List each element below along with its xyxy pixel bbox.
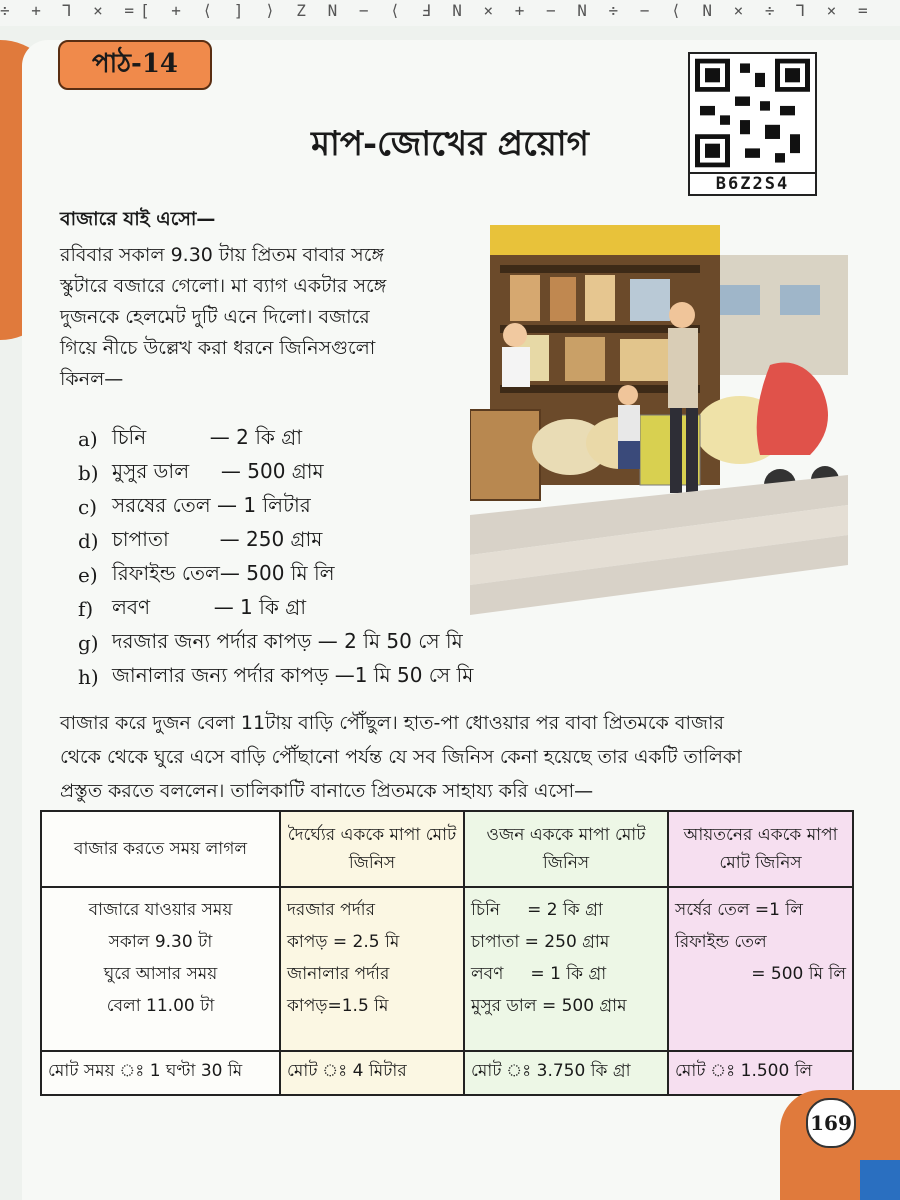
item-key: h) [78, 665, 99, 689]
table-cell [41, 887, 280, 1051]
table-total-row [41, 1051, 853, 1095]
item-key: a) [78, 427, 98, 451]
cell-line: সর্ষের তেল =1 লি [675, 900, 803, 920]
corner-decoration-blue [860, 1160, 900, 1200]
table-cell [668, 887, 853, 1051]
cell-line: চাপাতা = 250 গ্রাম [471, 932, 610, 952]
instruction-line: প্রস্তুত করতে বললেন। তালিকাটি বানাতে প্রিতমকে সাহায্য করি এসো— [60, 780, 594, 802]
item-key: e) [78, 563, 98, 587]
page-number: 169 [806, 1098, 856, 1148]
cell-line: কাপড়=1.5 মি [287, 996, 389, 1016]
item-text: রিফাইন্ড তেল— 500 মি লি [112, 560, 335, 585]
total-cell: মোট সময় ঃ 1 ঘণ্টা 30 মি [41, 1051, 280, 1095]
instruction-line: থেকে থেকে ঘুরে এসে বাড়ি পৌঁছানো পর্যন্ত যে সব জিনিস কেনা হয়েছে তার একটি তালিকা [60, 746, 742, 768]
market-scene-illustration [470, 215, 848, 625]
table-cell [280, 887, 464, 1051]
cell-line: দরজার পর্দার [287, 900, 375, 920]
total-cell: মোট ঃ 3.750 কি গ্রা [464, 1051, 668, 1095]
intro-line: দুজনকে হেলমেট দুটি এনে দিলো। বজারে [60, 306, 370, 328]
item-text: জানালার জন্য পর্দার কাপড় —1 মি 50 সে মি [112, 662, 474, 687]
item-key: d) [78, 529, 99, 553]
item-key: c) [78, 495, 98, 519]
item-key: g) [78, 631, 99, 655]
list-item [78, 422, 473, 456]
top-symbol-strip: ÷ + ⅂ × =[ + ⟨ ] ⟩ Z N − ⟨ Ⅎ N × + − N ÷ − ⟨ N × ÷ ⅂ × = [0, 0, 900, 26]
list-item [78, 660, 473, 694]
cell-line: রিফাইন্ড তেল [675, 932, 767, 952]
item-text: দরজার জন্য পর্দার কাপড় — 2 মি 50 সে মি [112, 628, 463, 653]
item-text: লবণ — 1 কি গ্রা [112, 594, 306, 619]
table-header: আয়তনের এককে মাপা মোট জিনিস [668, 811, 853, 887]
cell-line: বেলা 11.00 টা [106, 996, 215, 1016]
qr-code-icon[interactable] [688, 52, 817, 174]
intro-line: গিয়ে নীচে উল্লেখ করা ধরনে জিনিসগুলো [60, 337, 376, 359]
total-cell: মোট ঃ 1.500 লি [668, 1051, 853, 1095]
intro-paragraph [60, 240, 460, 395]
intro-line: কিনল— [60, 368, 124, 390]
item-key: b) [78, 461, 99, 485]
cell-line: বাজারে যাওয়ার সময় [88, 900, 233, 920]
shopping-list [78, 422, 473, 694]
cell-line: জানালার পর্দার [287, 964, 390, 984]
list-item [78, 524, 473, 558]
item-text: সরষের তেল — 1 লিটার [112, 492, 311, 517]
instruction-paragraph [60, 706, 860, 808]
cell-line: সকাল 9.30 টা [108, 932, 213, 952]
item-text: চিনি — 2 কি গ্রা [112, 424, 303, 449]
cell-line: চিনি = 2 কি গ্রা [471, 900, 603, 920]
list-item [78, 558, 473, 592]
page-title: মাপ-জোখের প্রয়োগ [311, 124, 589, 164]
list-item [78, 626, 473, 660]
list-item [78, 490, 473, 524]
intro-line: রবিবার সকাল 9.30 টায় প্রিতম বাবার সঙ্গে [60, 244, 384, 266]
lesson-tag: পাঠ-14 [58, 40, 212, 90]
cell-line: কাপড় = 2.5 মি [287, 932, 400, 952]
list-item [78, 592, 473, 626]
cell-line: মুসুর ডাল = 500 গ্রাম [471, 996, 627, 1016]
item-key: f) [78, 597, 94, 621]
purchase-summary-table [40, 810, 854, 1096]
table-cell [464, 887, 668, 1051]
table-header: ওজন এককে মাপা মোট জিনিস [464, 811, 668, 887]
list-item [78, 456, 473, 490]
total-cell: মোট ঃ 4 মিটার [280, 1051, 464, 1095]
table-header-row [41, 811, 853, 887]
item-text: চাপাতা — 250 গ্রাম [112, 526, 323, 551]
section-heading: বাজারে যাই এসো— [60, 208, 216, 230]
table-header: বাজার করতে সময় লাগল [41, 811, 280, 887]
intro-line: স্কুটারে বজারে গেলো। মা ব্যাগ একটার সঙ্গে [60, 275, 387, 297]
table-header: দৈর্ঘ্যের এককে মাপা মোট জিনিস [280, 811, 464, 887]
qr-code-label: B6Z2S4 [688, 172, 817, 196]
instruction-line: বাজার করে দুজন বেলা 11টায় বাড়ি পৌঁছুল। হাত-পা ধোওয়ার পর বাবা প্রিতমকে বাজার [60, 712, 724, 734]
cell-line: লবণ = 1 কি গ্রা [471, 964, 607, 984]
item-text: মুসুর ডাল — 500 গ্রাম [112, 458, 324, 483]
cell-line: ঘুরে আসার সময় [103, 964, 218, 984]
table-row [41, 887, 853, 1051]
cell-line: = 500 মি লি [751, 964, 846, 984]
